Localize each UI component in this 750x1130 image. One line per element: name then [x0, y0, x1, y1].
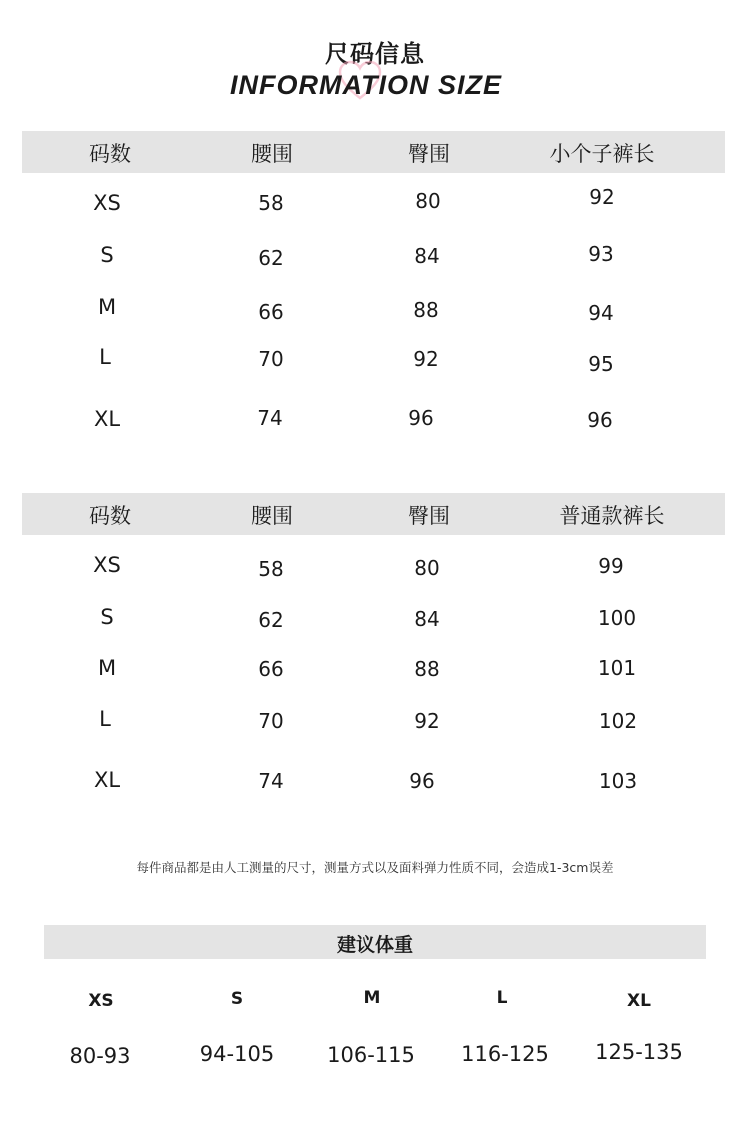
page-title-cn: 尺码信息: [325, 40, 425, 68]
size-table-petite: [22, 131, 725, 441]
cell-length: 100: [597, 606, 637, 630]
page-title-en: INFORMATION SIZE: [230, 70, 502, 100]
cell-waist: 58: [258, 557, 284, 581]
weight-size-label: L: [496, 988, 508, 1008]
cell-waist: 74: [258, 769, 284, 793]
header-hip: 臀围: [408, 142, 450, 166]
cell-hip: 88: [413, 298, 439, 322]
header-size: 码数: [89, 504, 131, 528]
cell-size: XS: [93, 553, 121, 577]
weight-size-label: XS: [88, 991, 114, 1011]
cell-size: XL: [93, 407, 121, 431]
cell-length: 101: [597, 656, 637, 680]
weight-size-label: M: [363, 988, 381, 1008]
weight-range: 125-135: [595, 1040, 683, 1064]
weight-size-label: S: [230, 989, 244, 1009]
header-size: 码数: [89, 142, 131, 166]
cell-size: M: [97, 656, 117, 680]
cell-hip: 80: [414, 556, 440, 580]
table-header: [22, 493, 725, 535]
cell-waist: 70: [258, 347, 284, 371]
measurement-note: 每件商品都是由人工测量的尺寸，测量方式以及面料弹力性质不同，会造成1-3cm误差: [136, 860, 614, 875]
weight-range: 116-125: [461, 1042, 549, 1066]
cell-size: L: [99, 345, 111, 369]
header-length: 小个子裤长: [549, 142, 655, 166]
cell-waist: 58: [258, 191, 284, 215]
header-hip: 臀围: [408, 504, 450, 528]
cell-waist: 62: [258, 608, 284, 632]
cell-hip: 80: [415, 189, 441, 213]
cell-waist: 62: [258, 246, 284, 270]
table-header: [22, 131, 725, 173]
header-waist: 腰围: [251, 142, 293, 166]
cell-length: 96: [587, 408, 613, 432]
cell-hip: 96: [409, 769, 435, 793]
cell-hip: 84: [414, 607, 440, 631]
header-length: 普通款裤长: [559, 504, 665, 528]
cell-size: L: [99, 707, 111, 731]
cell-size: XS: [93, 191, 121, 215]
cell-hip: 92: [414, 709, 440, 733]
cell-length: 93: [588, 242, 614, 266]
weight-size-label: XL: [627, 991, 651, 1011]
header-waist: 腰围: [251, 504, 293, 528]
cell-length: 95: [588, 352, 614, 376]
cell-hip: 92: [413, 347, 439, 371]
weight-range: 94-105: [199, 1042, 275, 1066]
cell-length: 99: [598, 554, 624, 578]
cell-waist: 74: [257, 406, 283, 430]
cell-waist: 70: [258, 709, 284, 733]
cell-hip: 88: [414, 657, 440, 681]
weight-header: [44, 925, 706, 959]
cell-length: 92: [589, 185, 615, 209]
cell-waist: 66: [258, 300, 284, 324]
cell-hip: 84: [414, 244, 440, 268]
weight-title: 建议体重: [336, 934, 413, 956]
weight-range: 106-115: [327, 1043, 415, 1067]
size-table-regular: [22, 493, 725, 803]
cell-size: M: [97, 295, 117, 319]
cell-hip: 96: [408, 406, 434, 430]
weight-range: 80-93: [69, 1044, 131, 1068]
cell-size: XL: [93, 768, 121, 792]
cell-waist: 66: [258, 657, 284, 681]
cell-size: S: [100, 243, 114, 267]
cell-length: 102: [598, 709, 638, 733]
cell-length: 103: [598, 769, 638, 793]
cell-size: S: [100, 605, 114, 629]
cell-length: 94: [588, 301, 614, 325]
